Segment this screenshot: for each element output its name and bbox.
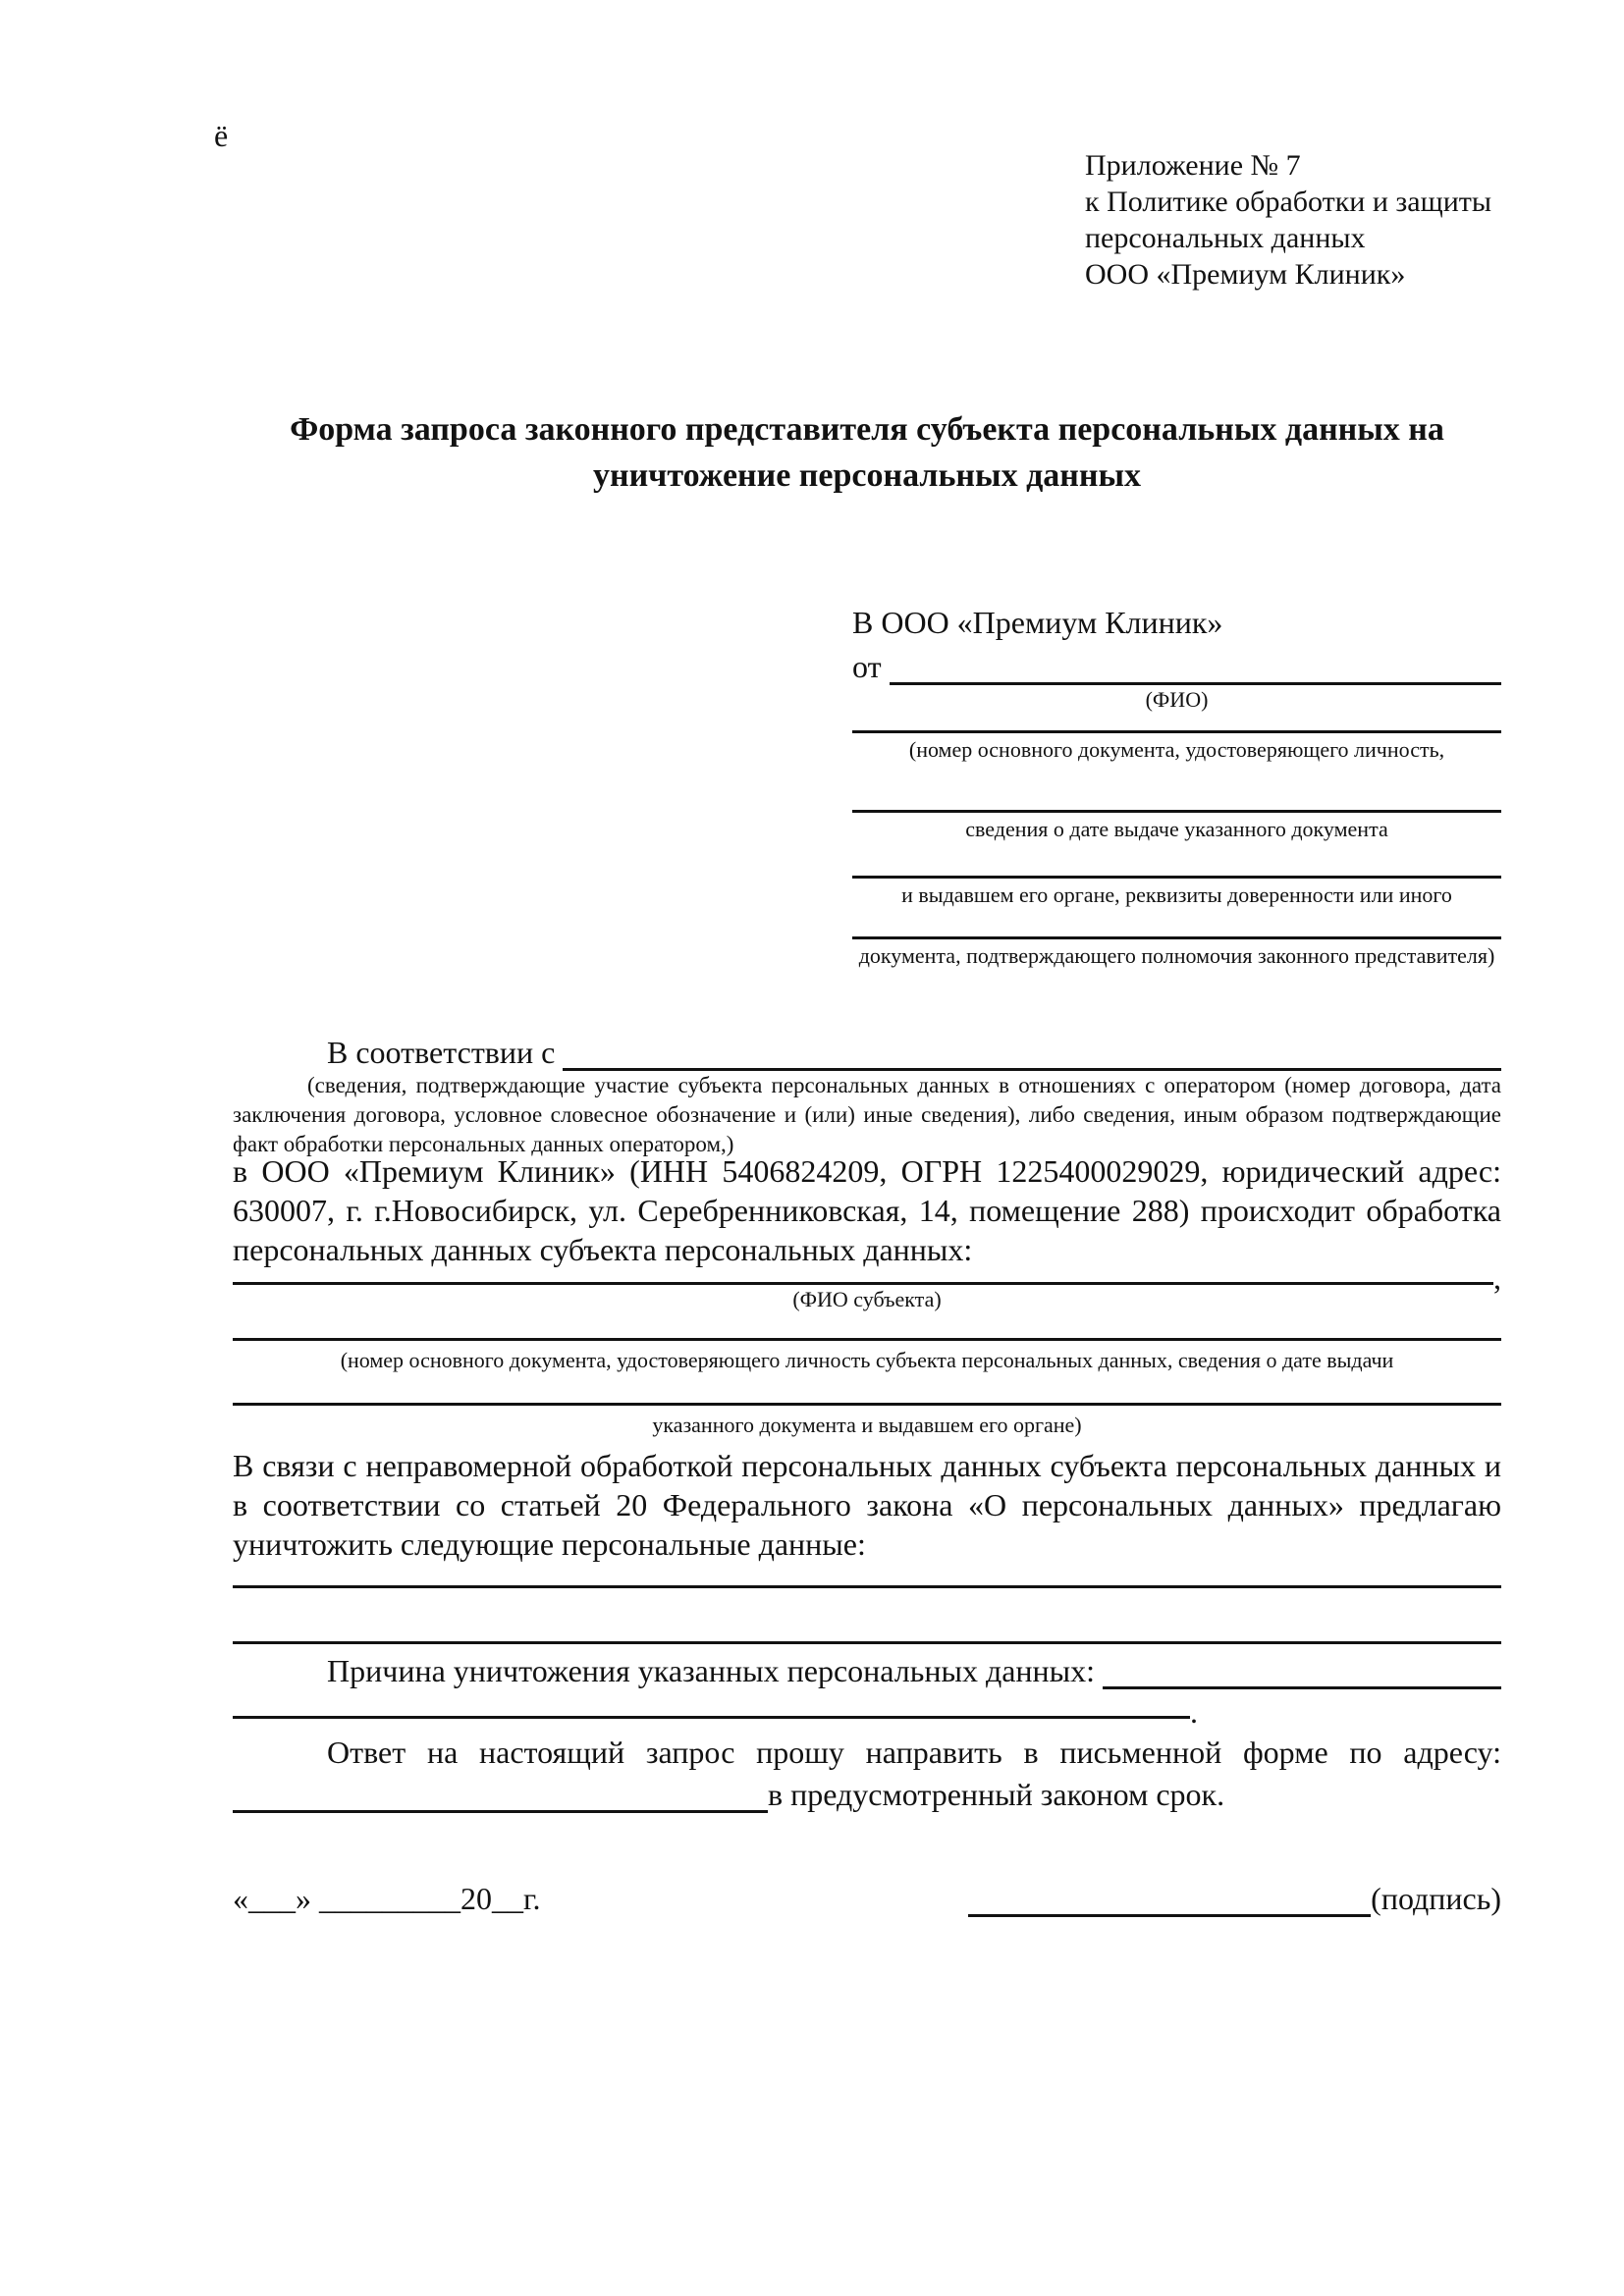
- field-caption: сведения о дате выдаче указанного документа: [965, 817, 1388, 841]
- data-blank-line: [233, 1564, 1501, 1588]
- accordance-lead: В соответствии с: [327, 1035, 556, 1070]
- appendix-line: Приложение № 7: [1085, 149, 1301, 182]
- from-row: [852, 642, 1501, 685]
- field-caption: (номер основного документа, удостоверяющего личность,: [908, 737, 1445, 762]
- address-blank-line: [233, 1769, 768, 1813]
- representative-doc-field: [852, 730, 1501, 765]
- answer-tail: в предусмотренный законом срок.: [768, 1777, 1225, 1812]
- appendix-line: к Политике обработки и защиты: [1085, 186, 1492, 218]
- reason-blank-line: [233, 1686, 1190, 1719]
- answer-paragraph: Ответ на настоящий запрос прошу направить в письменной форме по адресу:: [327, 1735, 1501, 1770]
- trailing-comma: ,: [1493, 1260, 1501, 1296]
- appendix-line: ООО «Премиум Клиник»: [1085, 258, 1406, 291]
- subject-fio-row: [233, 1250, 1501, 1296]
- form-title: Форма запроса законного представителя субъекта персональных данных на уничтожение персональных данных: [290, 411, 1444, 494]
- date-placeholder: «___» _________20__г.: [233, 1881, 541, 1916]
- representative-doc-field: [852, 810, 1501, 844]
- accordance-row: [233, 1028, 1501, 1071]
- signature-footer: [233, 1878, 1501, 1917]
- subject-doc-caption: (номер основного документа, удостоверяющего личность субъекта персональных данных, сведения о дате выдачи: [340, 1348, 1394, 1372]
- appendix-line: персональных данных: [1085, 222, 1366, 254]
- accordance-blank-line: [563, 1025, 1501, 1071]
- subject-fio-blank-line: [233, 1247, 1493, 1285]
- reason-continuation-row: [233, 1689, 1501, 1730]
- signature-blank-line: [968, 1875, 1371, 1917]
- signature-caption: (подпись): [1371, 1881, 1501, 1916]
- subject-fio-caption: (ФИО субъекта): [792, 1287, 942, 1311]
- representative-doc-field: [852, 876, 1501, 910]
- subject-doc-caption: указанного документа и выдавшем его органе): [652, 1413, 1082, 1437]
- field-caption: документа, подтверждающего полномочия законного представителя): [858, 943, 1495, 968]
- demand-paragraph: В связи с неправомерной обработкой персональных данных субъекта персональных данных и в соответствии со статьей 20 Федерального закона «О персональных данных» предлагаю уничтожить следующие персональные данные:: [233, 1448, 1501, 1562]
- data-blank-line: [233, 1588, 1501, 1644]
- representative-doc-field: [852, 936, 1501, 971]
- signature-area: [968, 1875, 1501, 1917]
- addressee-block: [852, 603, 1501, 971]
- document-content: [233, 0, 1501, 1917]
- subject-doc-blank-line: [233, 1338, 1501, 1344]
- operator-paragraph: в ООО «Премиум Клиник» (ИНН 5406824209, ОГРН 1225400029029, юридический адрес: 630007, г. г.Новосибирск, ул. Серебренниковская, 14, помещение 288) происходит обработка персональных данных субъекта персональных данных:: [233, 1153, 1501, 1267]
- trailing-period: .: [1190, 1694, 1198, 1730]
- from-label: от: [852, 649, 882, 684]
- stray-character: ё: [214, 118, 229, 153]
- subject-doc-blank-line: [233, 1403, 1501, 1409]
- reason-blank-line: [1103, 1643, 1501, 1689]
- from-blank-line: [890, 639, 1501, 685]
- reason-lead: Причина уничтожения указанных персональных данных:: [327, 1653, 1096, 1688]
- answer-address-row: [233, 1772, 1501, 1813]
- field-caption: и выдавшем его органе, реквизиты доверенности или иного: [901, 882, 1452, 907]
- fio-caption: (ФИО): [1145, 687, 1209, 712]
- reason-row: [233, 1646, 1501, 1689]
- addressee-organization: В ООО «Премиум Клиник»: [852, 605, 1223, 640]
- accordance-footnote: (сведения, подтверждающие участие субъекта персональных данных в отношениях с оператором (номер договора, дата заключения договора, условное словесное обозначение и (или) иные сведения), либо сведения, иным образом подтверждающие факт обработки персональных данных оператором,): [233, 1073, 1501, 1156]
